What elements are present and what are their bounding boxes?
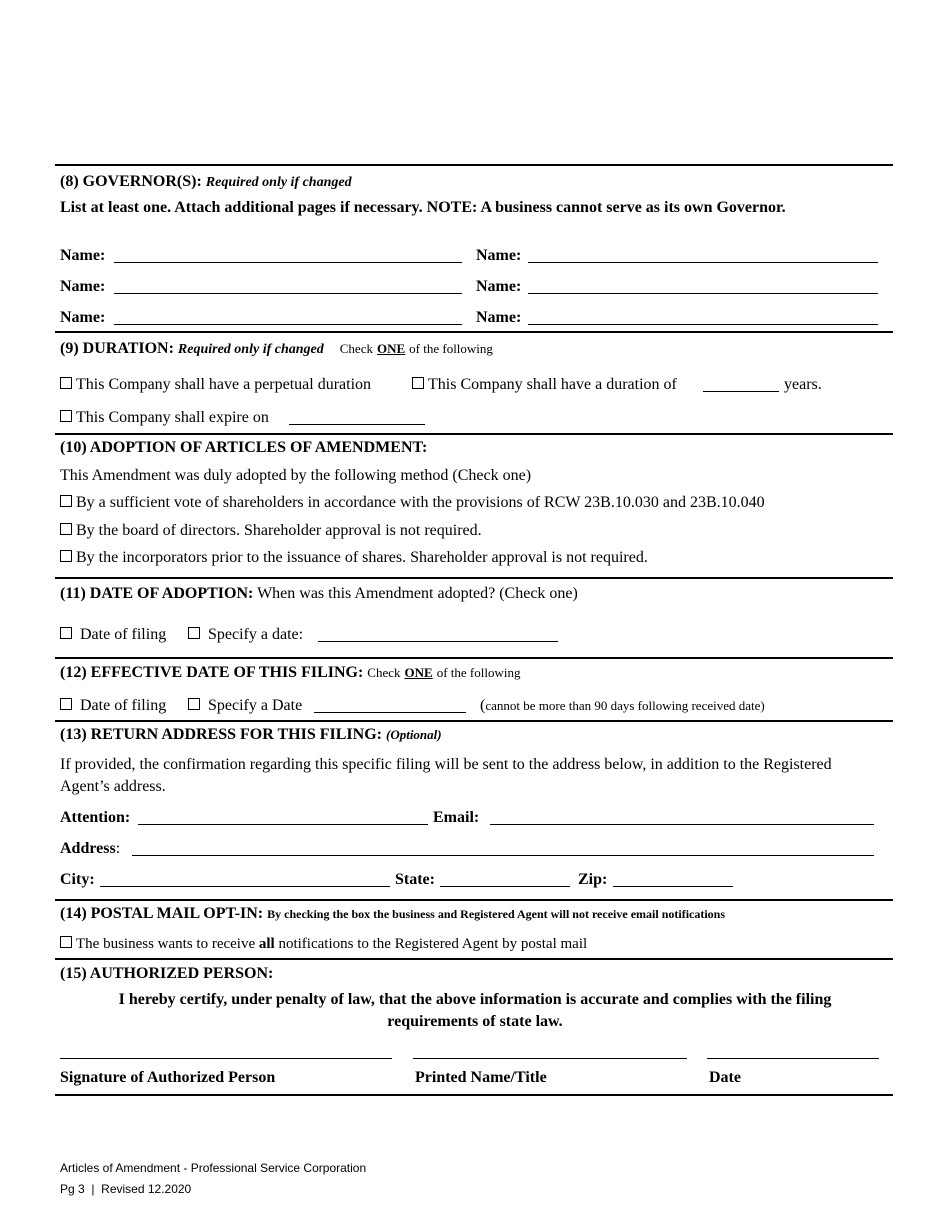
s8-title: (8) GOVERNOR(S): bbox=[60, 173, 202, 190]
s9-option-expire bbox=[60, 408, 269, 428]
address-label-wrap bbox=[60, 839, 120, 859]
perpetual-label: This Company shall have a perpetual duration bbox=[76, 376, 372, 393]
s9-check-post: of the following bbox=[409, 341, 493, 356]
state-label: State: bbox=[395, 871, 435, 888]
s10-title: (10) ADOPTION OF ARTICLES OF AMENDMENT: bbox=[60, 439, 428, 456]
signature-label: Signature of Authorized Person bbox=[60, 1069, 276, 1086]
shareholders-checkbox[interactable] bbox=[60, 495, 72, 507]
incorporators-checkbox[interactable] bbox=[60, 550, 72, 562]
divider-s13 bbox=[55, 720, 893, 722]
address-colon: : bbox=[115, 840, 121, 857]
s10-option-incorporators bbox=[60, 548, 648, 568]
s8-required-note: Required only if changed bbox=[205, 175, 352, 190]
effective-note-text: cannot be more than 90 days following received date) bbox=[485, 698, 765, 713]
governor-name-field-6[interactable] bbox=[528, 324, 878, 325]
effective-date-field[interactable] bbox=[314, 712, 466, 713]
s8-heading bbox=[60, 172, 352, 193]
s13-optional: (Optional) bbox=[385, 727, 442, 742]
governor-name-field-1[interactable] bbox=[114, 262, 462, 263]
attention-field[interactable] bbox=[138, 824, 428, 825]
expire-checkbox[interactable] bbox=[60, 410, 72, 422]
s12-check-one: ONE bbox=[404, 665, 433, 680]
attention-label: Attention: bbox=[60, 809, 131, 826]
s12-check-post: of the following bbox=[436, 665, 521, 680]
effective-date-note bbox=[480, 696, 765, 716]
s11-option-specify bbox=[188, 625, 303, 645]
divider-s14 bbox=[55, 899, 893, 901]
duration-checkbox[interactable] bbox=[412, 377, 424, 389]
certification-line2: requirements of state law. bbox=[387, 1013, 563, 1030]
postal-post: notifications to the Registered Agent by postal mail bbox=[278, 936, 588, 952]
divider-s11 bbox=[55, 577, 893, 579]
s15-title: (15) AUTHORIZED PERSON: bbox=[60, 965, 274, 982]
board-label: By the board of directors. Shareholder approval is not required. bbox=[76, 522, 482, 539]
zip-label: Zip: bbox=[578, 871, 608, 888]
divider-top bbox=[55, 164, 893, 166]
duration-label: This Company shall have a duration of bbox=[428, 376, 677, 393]
date-label: Date bbox=[709, 1069, 741, 1086]
printed-name-field[interactable] bbox=[413, 1058, 687, 1059]
s12-title: (12) EFFECTIVE DATE OF THIS FILING: bbox=[60, 664, 364, 681]
effective-note-paren: ( bbox=[480, 697, 486, 714]
email-label: Email: bbox=[433, 809, 480, 826]
incorporators-label: By the incorporators prior to the issuance of shares. Shareholder approval is not required. bbox=[76, 549, 648, 566]
divider-bottom bbox=[55, 1094, 893, 1096]
perpetual-checkbox[interactable] bbox=[60, 377, 72, 389]
effective-specify-label: Specify a Date bbox=[208, 697, 303, 714]
s10-intro: This Amendment was duly adopted by the following method (Check one) bbox=[60, 467, 532, 484]
s14-title: (14) POSTAL MAIL OPT-IN: bbox=[60, 905, 264, 922]
email-field[interactable] bbox=[490, 824, 874, 825]
s10-option-board bbox=[60, 521, 482, 541]
s9-check-pre: Check bbox=[339, 341, 373, 356]
printed-name-label: Printed Name/Title bbox=[415, 1069, 547, 1086]
s14-heading bbox=[60, 904, 725, 924]
s10-option-shareholders bbox=[60, 493, 765, 513]
adoption-filing-label: Date of filing bbox=[80, 626, 167, 643]
adoption-date-field[interactable] bbox=[318, 641, 558, 642]
effective-filing-label: Date of filing bbox=[80, 697, 167, 714]
s13-heading bbox=[60, 725, 442, 745]
s12-heading bbox=[60, 663, 520, 683]
footer-doc-title: Articles of Amendment - Professional Service Corporation bbox=[60, 1161, 367, 1175]
s9-check-one: ONE bbox=[376, 341, 406, 356]
city-label: City: bbox=[60, 871, 95, 888]
adoption-specify-label: Specify a date: bbox=[208, 626, 304, 643]
s12-option-filing bbox=[60, 696, 166, 716]
divider-s9 bbox=[55, 331, 893, 333]
s14-desc: By checking the box the business and Registered Agent will not receive email notifications bbox=[267, 907, 726, 921]
s9-required-note: Required only if changed bbox=[177, 342, 324, 357]
governor-name-label-6: Name: bbox=[476, 309, 522, 326]
s14-option-postal bbox=[60, 934, 587, 954]
footer-page: Pg 3 bbox=[60, 1182, 85, 1196]
governor-name-label-2: Name: bbox=[476, 247, 522, 264]
s9-title: (9) DURATION: bbox=[60, 340, 174, 357]
s11-heading bbox=[60, 584, 578, 604]
divider-s10 bbox=[55, 433, 893, 435]
governor-name-field-5[interactable] bbox=[114, 324, 462, 325]
address-label: Address bbox=[60, 840, 116, 857]
state-field[interactable] bbox=[440, 886, 570, 887]
s11-title: (11) DATE OF ADOPTION: bbox=[60, 585, 254, 602]
s13-title: (13) RETURN ADDRESS FOR THIS FILING: bbox=[60, 726, 382, 743]
date-field[interactable] bbox=[707, 1058, 879, 1059]
s9-option-duration bbox=[412, 375, 677, 395]
effective-filing-checkbox[interactable] bbox=[60, 698, 72, 710]
governor-name-label-5: Name: bbox=[60, 309, 106, 326]
zip-field[interactable] bbox=[613, 886, 733, 887]
address-field[interactable] bbox=[132, 855, 874, 856]
duration-years-field[interactable] bbox=[703, 391, 779, 392]
city-field[interactable] bbox=[100, 886, 390, 887]
governor-name-field-3[interactable] bbox=[114, 293, 462, 294]
signature-field[interactable] bbox=[60, 1058, 392, 1059]
governor-name-field-4[interactable] bbox=[528, 293, 878, 294]
governor-name-label-1: Name: bbox=[60, 247, 106, 264]
s11-option-filing bbox=[60, 625, 166, 645]
s12-option-specify bbox=[188, 696, 302, 716]
postal-pre: The business wants to receive bbox=[76, 936, 256, 952]
divider-s12 bbox=[55, 657, 893, 659]
governor-name-field-2[interactable] bbox=[528, 262, 878, 263]
s12-check-pre: Check bbox=[367, 665, 401, 680]
governor-name-label-3: Name: bbox=[60, 278, 106, 295]
s8-instruction: List at least one. Attach additional pages if necessary. NOTE: A business cannot serve as its own Governor. bbox=[60, 199, 786, 216]
expire-label: This Company shall expire on bbox=[76, 409, 269, 426]
effective-specify-checkbox[interactable] bbox=[188, 698, 200, 710]
s9-option-perpetual bbox=[60, 375, 371, 395]
years-label: years. bbox=[784, 376, 822, 393]
governor-name-label-4: Name: bbox=[476, 278, 522, 295]
divider-s15 bbox=[55, 958, 893, 960]
adoption-filing-checkbox[interactable] bbox=[60, 627, 72, 639]
certification-line1: I hereby certify, under penalty of law, that the above information is accurate and complies with the filing bbox=[118, 991, 832, 1008]
footer-revised: Revised 12.2020 bbox=[101, 1182, 192, 1196]
board-checkbox[interactable] bbox=[60, 523, 72, 535]
footer-separator: | bbox=[91, 1182, 95, 1196]
s11-question: When was this Amendment adopted? (Check one) bbox=[257, 585, 578, 602]
expire-date-field[interactable] bbox=[289, 424, 425, 425]
s13-desc-line1: If provided, the confirmation regarding this specific filing will be sent to the address below, in addition to the Registered bbox=[60, 756, 832, 773]
adoption-specify-checkbox[interactable] bbox=[188, 627, 200, 639]
s13-desc-line2: Agent’s address. bbox=[60, 778, 166, 795]
footer-page-info bbox=[60, 1181, 191, 1197]
s9-heading bbox=[60, 339, 493, 360]
postal-mail-checkbox[interactable] bbox=[60, 936, 72, 948]
shareholders-label: By a sufficient vote of shareholders in accordance with the provisions of RCW 23B.10.030 and 23B.10.040 bbox=[76, 494, 765, 511]
postal-all: all bbox=[258, 936, 275, 952]
